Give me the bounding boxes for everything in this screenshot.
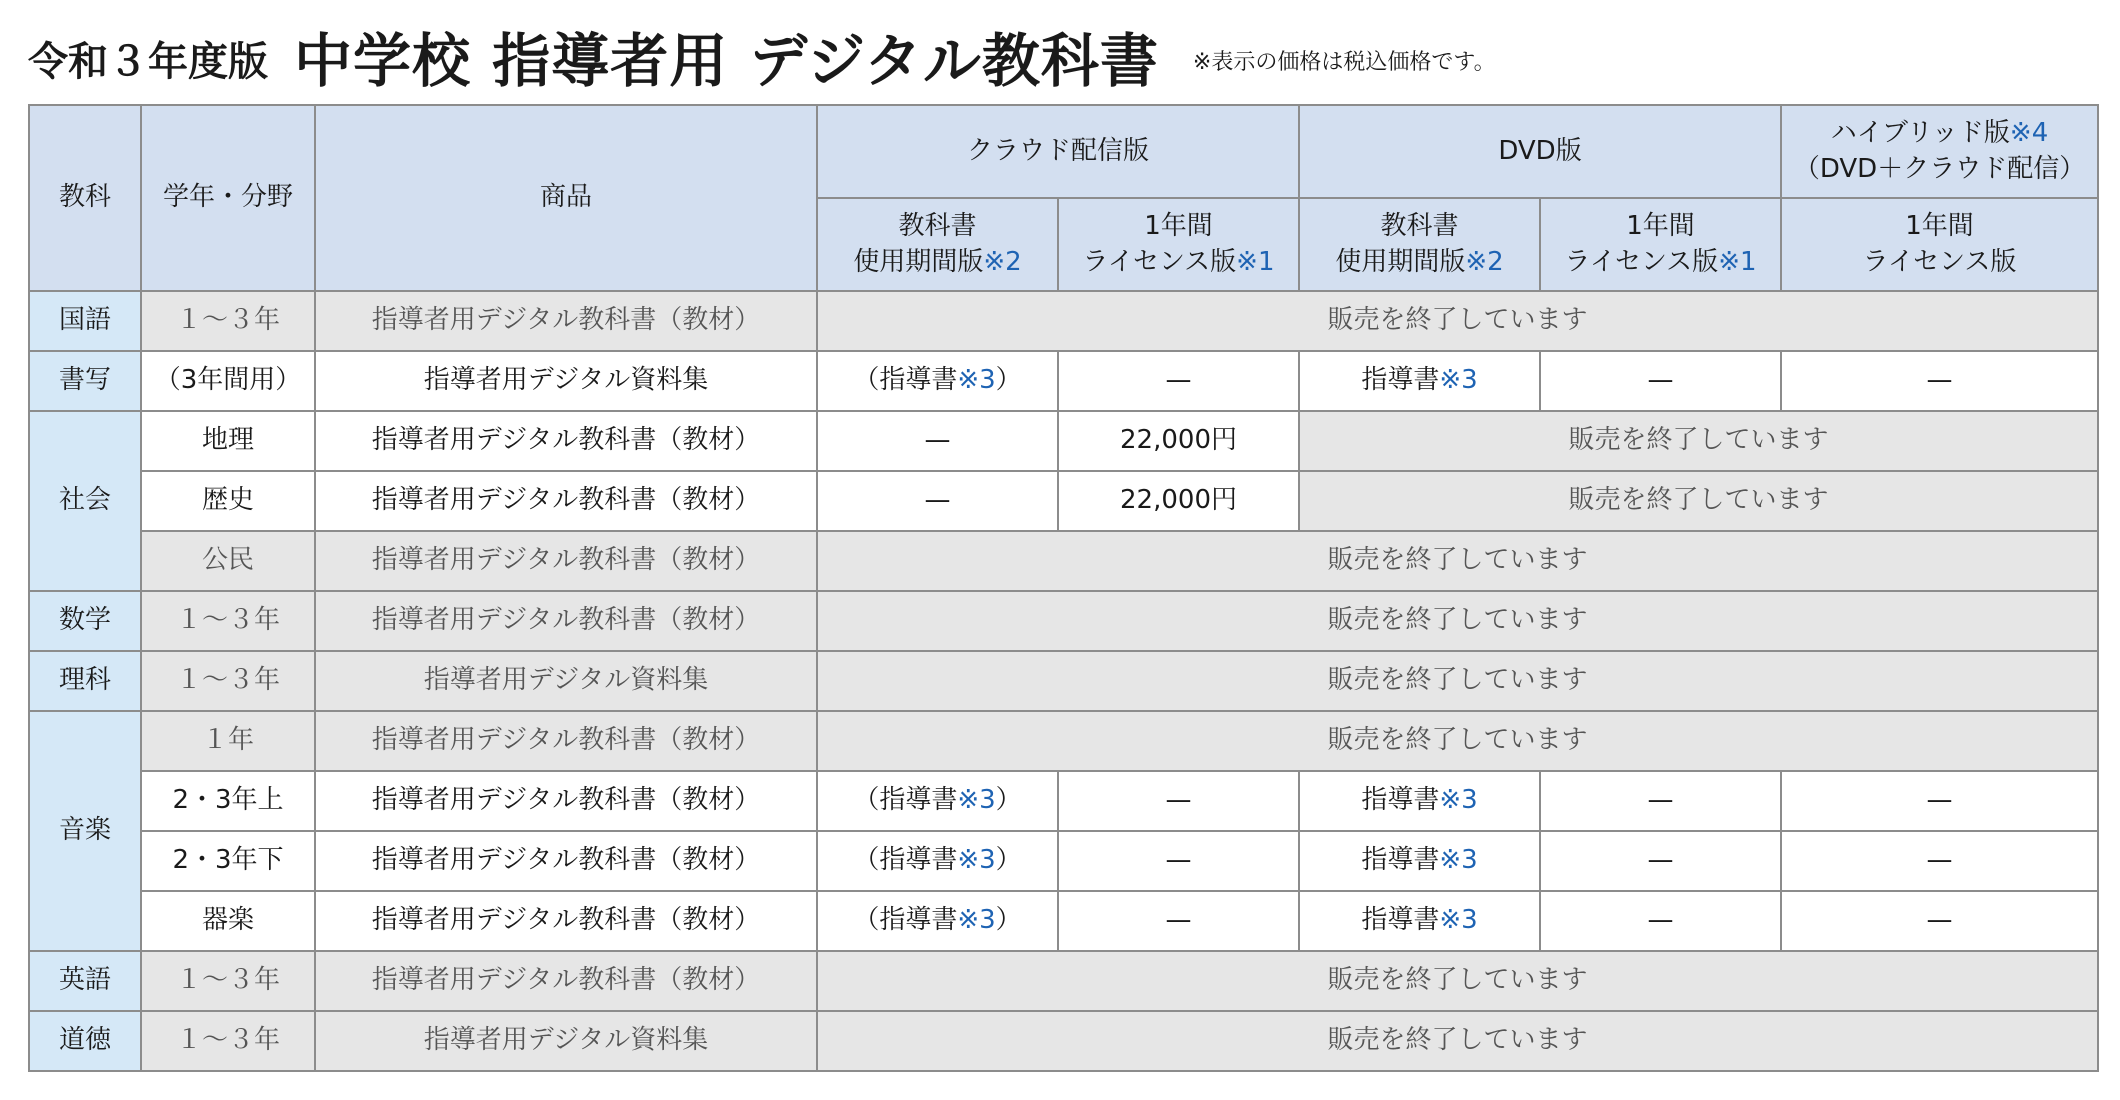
dvd-period-cell xyxy=(1299,891,1540,951)
subject-cell: 社会 xyxy=(29,411,141,591)
page-title xyxy=(28,20,2108,95)
note-mark: ※2 xyxy=(983,246,1022,277)
grade-cell: １～３年 xyxy=(141,591,315,651)
discontinued-cell: 販売を終了しています xyxy=(817,591,2098,651)
table-row xyxy=(29,531,2098,591)
grade-cell: １～３年 xyxy=(141,951,315,1011)
note-mark: ※3 xyxy=(957,365,996,396)
cell-text: ） xyxy=(995,905,1022,936)
discontinued-cell: 販売を終了しています xyxy=(817,651,2098,711)
header-row xyxy=(29,105,2098,198)
cell-text: ） xyxy=(995,845,1022,876)
hybrid-cell: — xyxy=(1781,831,2098,891)
discontinued-cell: 販売を終了しています xyxy=(1299,411,2098,471)
product-cell: 指導者用デジタル教科書（教材） xyxy=(315,711,817,771)
subject-cell: 国語 xyxy=(29,291,141,351)
cloud-year-cell: 22,000円 xyxy=(1058,411,1299,471)
header-line: 1年間 xyxy=(1905,211,1974,242)
col-header-hybrid xyxy=(1781,105,2098,198)
header-line: ライセンス版 xyxy=(1862,246,2017,277)
col-header-dvd: DVD版 xyxy=(1299,105,1781,198)
grade-cell: 歴史 xyxy=(141,471,315,531)
note-mark: ※3 xyxy=(957,845,996,876)
grade-cell: １～３年 xyxy=(141,1011,315,1071)
note-mark: ※3 xyxy=(1439,365,1478,396)
table-row xyxy=(29,291,2098,351)
note-mark: ※1 xyxy=(1718,246,1757,277)
product-cell: 指導者用デジタル教科書（教材） xyxy=(315,831,817,891)
product-cell: 指導者用デジタル教科書（教材） xyxy=(315,291,817,351)
cloud-period-cell xyxy=(817,891,1058,951)
product-cell: 指導者用デジタル教科書（教材） xyxy=(315,471,817,531)
cloud-year-cell: 22,000円 xyxy=(1058,471,1299,531)
table-row xyxy=(29,351,2098,411)
cell-text: （指導書 xyxy=(853,365,958,396)
table-row xyxy=(29,951,2098,1011)
grade-cell: 2・3年下 xyxy=(141,831,315,891)
dvd-year-cell: — xyxy=(1540,771,1781,831)
product-cell: 指導者用デジタル資料集 xyxy=(315,651,817,711)
cell-text: （指導書 xyxy=(853,785,958,816)
col-header-grade: 学年・分野 xyxy=(141,105,315,291)
note-mark: ※2 xyxy=(1465,246,1504,277)
subject-cell: 書写 xyxy=(29,351,141,411)
header-line: 1年間 xyxy=(1144,211,1213,242)
cloud-year-cell: — xyxy=(1058,771,1299,831)
note-mark: ※1 xyxy=(1236,246,1275,277)
tax-note: ※表示の価格は税込価格です。 xyxy=(1192,50,1496,75)
cloud-period-cell: — xyxy=(817,411,1058,471)
col-header-dvd-period xyxy=(1299,198,1540,291)
product-cell: 指導者用デジタル資料集 xyxy=(315,1011,817,1071)
table-row xyxy=(29,711,2098,771)
discontinued-cell: 販売を終了しています xyxy=(817,531,2098,591)
table-row xyxy=(29,771,2098,831)
table-row xyxy=(29,891,2098,951)
cloud-period-cell: — xyxy=(817,471,1058,531)
col-header-product: 商品 xyxy=(315,105,817,291)
dvd-period-cell xyxy=(1299,771,1540,831)
dvd-year-cell: — xyxy=(1540,891,1781,951)
grade-cell: １～３年 xyxy=(141,291,315,351)
note-mark: ※4 xyxy=(2009,118,2049,149)
hybrid-label: ハイブリッド版 xyxy=(1830,118,2010,149)
col-header-hybrid-year xyxy=(1781,198,2098,291)
subject-cell: 道徳 xyxy=(29,1011,141,1071)
col-header-subject: 教科 xyxy=(29,105,141,291)
col-header-dvd-year xyxy=(1540,198,1781,291)
subject-cell: 理科 xyxy=(29,651,141,711)
header-line: 使用期間版 xyxy=(1335,246,1466,277)
product-cell: 指導者用デジタル教科書（教材） xyxy=(315,411,817,471)
discontinued-cell: 販売を終了しています xyxy=(1299,471,2098,531)
cell-text: 指導書 xyxy=(1361,785,1440,816)
grade-cell: 2・3年上 xyxy=(141,771,315,831)
note-mark: ※3 xyxy=(1439,845,1478,876)
hybrid-cell: — xyxy=(1781,771,2098,831)
cloud-period-cell xyxy=(817,351,1058,411)
title-prefix: 令和３年度版 xyxy=(28,39,268,85)
dvd-period-cell xyxy=(1299,351,1540,411)
grade-cell: １～３年 xyxy=(141,651,315,711)
note-mark: ※3 xyxy=(957,905,996,936)
discontinued-cell: 販売を終了しています xyxy=(817,291,2098,351)
header-line: 使用期間版 xyxy=(853,246,984,277)
col-header-cloud: クラウド配信版 xyxy=(817,105,1299,198)
product-cell: 指導者用デジタル資料集 xyxy=(315,351,817,411)
dvd-year-cell: — xyxy=(1540,351,1781,411)
col-header-cloud-period xyxy=(817,198,1058,291)
grade-cell: １年 xyxy=(141,711,315,771)
header-line: ライセンス版 xyxy=(1564,246,1719,277)
hybrid-cell: — xyxy=(1781,351,2098,411)
note-mark: ※3 xyxy=(1439,905,1478,936)
product-cell: 指導者用デジタル教科書（教材） xyxy=(315,771,817,831)
table-row xyxy=(29,1011,2098,1071)
header-line: 教科書 xyxy=(1380,211,1459,242)
cloud-year-cell: — xyxy=(1058,891,1299,951)
subject-cell: 数学 xyxy=(29,591,141,651)
dvd-year-cell: — xyxy=(1540,831,1781,891)
dvd-period-cell xyxy=(1299,831,1540,891)
hybrid-sublabel: （DVD＋クラウド配信） xyxy=(1793,153,2086,184)
table-row xyxy=(29,591,2098,651)
product-cell: 指導者用デジタル教科書（教材） xyxy=(315,591,817,651)
table-row xyxy=(29,651,2098,711)
price-table xyxy=(28,104,2099,1072)
table-row xyxy=(29,831,2098,891)
header-line: 教科書 xyxy=(898,211,977,242)
table-row xyxy=(29,471,2098,531)
grade-cell: 地理 xyxy=(141,411,315,471)
discontinued-cell: 販売を終了しています xyxy=(817,951,2098,1011)
title-main: 中学校 指導者用 デジタル教科書 xyxy=(294,27,1159,95)
cell-text: 指導書 xyxy=(1361,365,1440,396)
discontinued-cell: 販売を終了しています xyxy=(817,1011,2098,1071)
cell-text: ） xyxy=(995,365,1022,396)
subject-cell: 音楽 xyxy=(29,711,141,951)
note-mark: ※3 xyxy=(957,785,996,816)
hybrid-cell: — xyxy=(1781,891,2098,951)
cell-text: 指導書 xyxy=(1361,845,1440,876)
col-header-cloud-year xyxy=(1058,198,1299,291)
product-cell: 指導者用デジタル教科書（教材） xyxy=(315,531,817,591)
cloud-period-cell xyxy=(817,831,1058,891)
product-cell: 指導者用デジタル教科書（教材） xyxy=(315,891,817,951)
cloud-year-cell: — xyxy=(1058,351,1299,411)
grade-cell: （3年間用） xyxy=(141,351,315,411)
cloud-period-cell xyxy=(817,771,1058,831)
subject-cell: 英語 xyxy=(29,951,141,1011)
product-cell: 指導者用デジタル教科書（教材） xyxy=(315,951,817,1011)
cell-text: ） xyxy=(995,785,1022,816)
grade-cell: 器楽 xyxy=(141,891,315,951)
cloud-year-cell: — xyxy=(1058,831,1299,891)
table-row xyxy=(29,411,2098,471)
note-mark: ※3 xyxy=(1439,785,1478,816)
header-line: ライセンス版 xyxy=(1082,246,1237,277)
cell-text: （指導書 xyxy=(853,845,958,876)
grade-cell: 公民 xyxy=(141,531,315,591)
header-line: 1年間 xyxy=(1626,211,1695,242)
cell-text: （指導書 xyxy=(853,905,958,936)
discontinued-cell: 販売を終了しています xyxy=(817,711,2098,771)
cell-text: 指導書 xyxy=(1361,905,1440,936)
